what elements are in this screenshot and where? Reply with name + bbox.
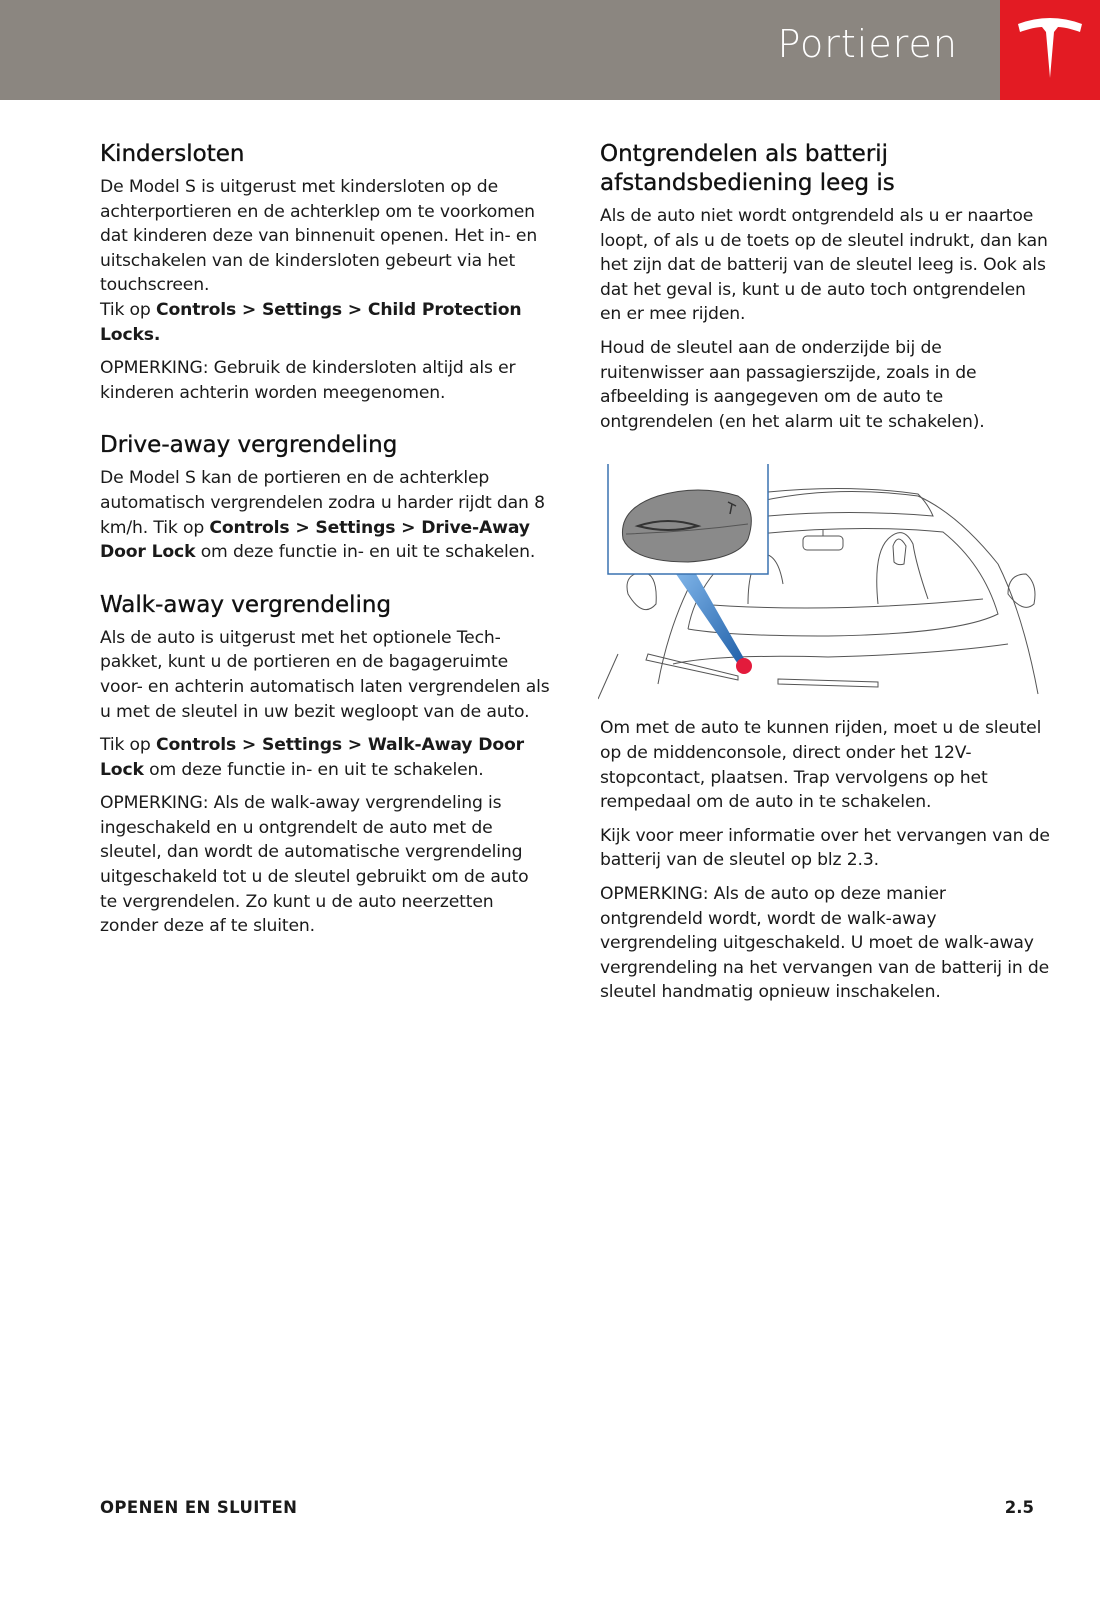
logo-box [1000, 0, 1100, 100]
menu-path: Controls > Settings > Drive-Away Door Lock [100, 517, 530, 563]
paragraph: Als de auto is uitgerust met het optionele Tech-pakket, kunt u de portieren en de bagageruimte voor- en achterin automatisch laten vergrendelen als u met de sleutel in uw bezit wegloopt van de auto. [100, 627, 550, 722]
paragraph-text: De Model S kan de portieren en de achterklep automatisch vergrendelen zodra u harder rijdt dan 8 km/h. Tik op [100, 468, 545, 538]
page-number: 2.5 [1004, 1498, 1034, 1517]
paragraph-text: De Model S is uitgerust met kindersloten op de achterportieren en de achterklep om te voorkomen dat kinderen deze van binnenuit openen. Het in- en uitschakelen van de kindersloten gebeurt via het touchscreen. [100, 177, 538, 296]
paragraph [100, 466, 550, 564]
heading-ontgrendelen: Ontgrendelen als batterij afstandsbediening leeg is [600, 141, 895, 196]
note: OPMERKING: Gebruik de kindersloten altijd als er kinderen achterin worden meegenomen. [100, 358, 516, 403]
menu-path: Controls > Settings > Walk-Away Door Lock [100, 735, 524, 780]
heading-kindersloten: Kindersloten [100, 141, 245, 167]
heading-walk-away: Walk-away vergrendeling [100, 591, 392, 618]
section-drive-away [100, 431, 550, 564]
tesla-logo-icon [1014, 14, 1086, 86]
left-column [100, 140, 550, 965]
footer-section-name: OPENEN EN SLUITEN [100, 1498, 298, 1517]
right-column [600, 140, 1050, 1014]
menu-path: Controls > Settings > Child Protection Locks. [100, 299, 522, 345]
unlock-point-marker [736, 658, 752, 674]
paragraph: Om met de auto te kunnen rijden, moet u de sleutel op de middenconsole, direct onder het 12V-stopcontact, plaatsen. Trap vervolgens op het rempedaal om de auto in te schakelen. [600, 718, 1042, 813]
note: OPMERKING: Als de walk-away vergrendeling is ingeschakeld en u ontgrendelt de auto met de sleutel, dan wordt de automatische vergrendeling uitgeschakeld tot u de sleutel gebruikt om de auto te vergrendelen. Zo kunt u de auto neerzetten zonder deze af te sluiten. [100, 793, 529, 937]
section-walk-away [100, 591, 550, 939]
paragraph-text: Tik op [100, 735, 157, 756]
paragraph: Als de auto niet wordt ontgrendeld als u er naartoe loopt, of als u de toets op de sleutel indrukt, dan kan het zijn dat de batterij van de sleutel leeg is. Ook als dat het geval is, kunt u de auto toch ontgrendelen en er mee rijden. [600, 206, 1048, 325]
paragraph [100, 175, 550, 347]
chapter-title: Portieren [777, 22, 958, 66]
paragraph-text: om deze functie in- en uit te schakelen. [143, 759, 484, 780]
paragraph-text: Tik op [100, 299, 157, 320]
paragraph [100, 733, 550, 782]
heading-drive-away: Drive-away vergrendeling [100, 432, 398, 459]
paragraph: Kijk voor meer informatie over het vervangen van de batterij van de sleutel op blz 2.3. [600, 825, 1050, 871]
page-header [0, 0, 1100, 100]
note: OPMERKING: Als de auto op deze manier ontgrendeld wordt, wordt de walk-away vergrendeling uitgeschakeld. U moet de walk-away vergrendeling na het vervangen van de batterij in de sleutel handmatig opnieuw inschakelen. [600, 883, 1050, 1003]
car-windshield-drawing [598, 454, 1048, 704]
paragraph: Houd de sleutel aan de onderzijde bij de ruitenwisser aan passagierszijde, zoals in de afbeelding is aangegeven om de auto te ontgrendelen (en het alarm uit te schakelen). [600, 337, 985, 432]
key-fob-illustration [598, 454, 1048, 704]
section-kindersloten [100, 140, 550, 405]
paragraph-text: om deze functie in- en uit te schakelen. [195, 542, 536, 563]
